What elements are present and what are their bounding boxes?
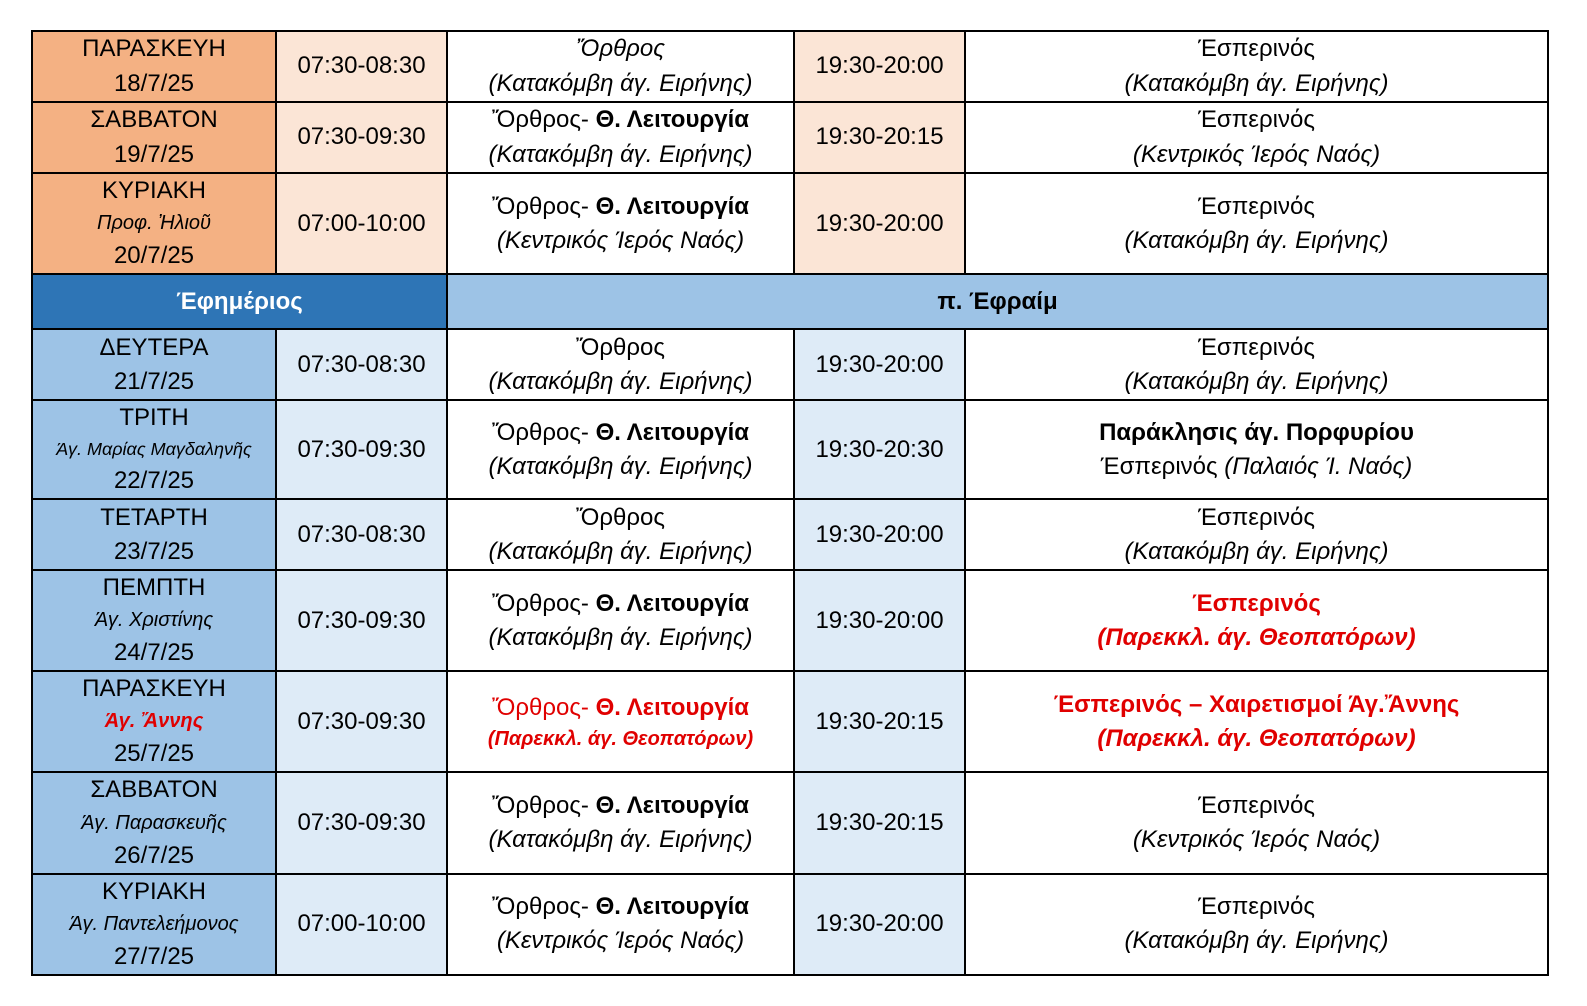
- morning-place: (Κατακόμβη άγ. Ειρήνης): [488, 623, 753, 651]
- day-date: 22/7/25: [113, 467, 195, 495]
- evening-place: (Κεντρικός Ίερός Ναός): [1132, 826, 1381, 853]
- table-row: [32, 874, 1548, 975]
- table-row: [32, 400, 1548, 499]
- day-cell: [32, 329, 276, 400]
- evening-service: Έσπερινός: [1198, 35, 1315, 63]
- morning-liturgy: Θ. Λειτουργία: [595, 418, 750, 446]
- morning-service-cell: [447, 31, 794, 102]
- evening-service: Έσπερινός: [1198, 106, 1315, 134]
- morning-service-cell: [447, 874, 794, 975]
- day-date: 19/7/25: [113, 140, 195, 168]
- morning-time: 07:30-08:30: [276, 329, 447, 400]
- evening-service: Έσπερινός – Χαιρετισμοί Άγ.Ἄννης: [1053, 690, 1460, 718]
- ephemerios-label: Έφημέριος: [32, 274, 447, 329]
- day-name: ΣΑΒΒΑΤΟΝ: [90, 106, 218, 134]
- evening-time: 19:30-20:00: [794, 173, 965, 274]
- day-cell: [32, 570, 276, 671]
- morning-liturgy: Θ. Λειτουργία: [595, 791, 750, 819]
- morning-place: (Παρεκκλ. άγ. Θεοπατόρων): [487, 727, 754, 750]
- morning-service-cell: [447, 173, 794, 274]
- evening-place: (Παλαιός Ί. Ναός): [1224, 452, 1413, 480]
- morning-time: 07:00-10:00: [276, 173, 447, 274]
- evening-service-cell: [965, 400, 1548, 499]
- table-row: [32, 102, 1548, 173]
- day-cell: [32, 173, 276, 274]
- day-date: 27/7/25: [113, 942, 195, 970]
- morning-liturgy: Θ. Λειτουργία: [595, 589, 750, 617]
- day-name: ΤΡΙΤΗ: [119, 404, 189, 432]
- morning-liturgy: Θ. Λειτουργία: [595, 693, 750, 721]
- day-feast: Άγ. Ἄννης: [104, 710, 204, 733]
- morning-service: Ὄρθρος-: [491, 192, 596, 220]
- evening-service-cell: [965, 570, 1548, 671]
- evening-place: (Κεντρικός Ίερός Ναός): [1132, 140, 1381, 168]
- morning-service: Ὄρθρος-: [491, 893, 596, 921]
- day-cell: [32, 671, 276, 772]
- morning-service: Ὄρθρος: [576, 333, 665, 361]
- day-date: 24/7/25: [113, 639, 195, 667]
- table-row: [32, 499, 1548, 570]
- morning-place: (Κατακόμβη άγ. Ειρήνης): [488, 452, 753, 480]
- evening-place: (Κατακόμβη άγ. Ειρήνης): [1124, 367, 1389, 395]
- evening-service: Έσπερινός: [1198, 791, 1315, 819]
- evening-service: Έσπερινός: [1100, 452, 1225, 480]
- morning-service-cell: [447, 671, 794, 772]
- evening-service-cell: [965, 772, 1548, 873]
- evening-time: 19:30-20:15: [794, 102, 965, 173]
- table-row: [32, 772, 1548, 873]
- day-name: ΔΕΥΤΕΡΑ: [99, 333, 209, 361]
- table-row: [32, 274, 1548, 329]
- day-cell: [32, 400, 276, 499]
- day-cell: [32, 499, 276, 570]
- morning-time: 07:30-09:30: [276, 671, 447, 772]
- evening-service: Έσπερινός: [1198, 893, 1315, 921]
- evening-time: 19:30-20:00: [794, 31, 965, 102]
- table-row: [32, 173, 1548, 274]
- evening-place: (Παρεκκλ. άγ. Θεοπατόρων): [1097, 623, 1416, 651]
- morning-liturgy: Θ. Λειτουργία: [595, 106, 750, 134]
- day-date: 25/7/25: [113, 740, 195, 768]
- day-feast: Άγ. Παρασκευῆς: [81, 811, 227, 834]
- day-feast: Άγ. Χριστίνης: [94, 609, 214, 632]
- day-name: ΣΑΒΒΑΤΟΝ: [90, 776, 218, 804]
- morning-service-cell: [447, 570, 794, 671]
- day-cell: [32, 31, 276, 102]
- evening-time: 19:30-20:00: [794, 874, 965, 975]
- day-date: 18/7/25: [113, 69, 195, 97]
- morning-time: 07:30-09:30: [276, 570, 447, 671]
- evening-service-cell: [965, 671, 1548, 772]
- morning-time: 07:30-09:30: [276, 772, 447, 873]
- day-feast: Άγ. Παντελεήμονος: [69, 912, 239, 935]
- evening-service-cell: [965, 499, 1548, 570]
- morning-time: 07:30-09:30: [276, 102, 447, 173]
- day-date: 20/7/25: [113, 242, 195, 270]
- evening-time: 19:30-20:00: [794, 499, 965, 570]
- evening-service-cell: [965, 329, 1548, 400]
- day-name: ΚΥΡΙΑΚΗ: [101, 877, 207, 905]
- morning-service-cell: [447, 400, 794, 499]
- evening-service: Έσπερινός: [1192, 589, 1321, 617]
- evening-paraklesis: Παράκλησις άγ. Πορφυρίου: [1099, 418, 1414, 446]
- morning-time: 07:30-08:30: [276, 31, 447, 102]
- evening-place: (Κατακόμβη άγ. Ειρήνης): [1124, 69, 1389, 97]
- evening-time: 19:30-20:15: [794, 772, 965, 873]
- day-name: ΠΕΜΠΤΗ: [102, 574, 206, 602]
- morning-liturgy: Θ. Λειτουργία: [595, 192, 750, 220]
- day-name: ΠΑΡΑΣΚΕΥΗ: [82, 675, 226, 703]
- day-cell: [32, 102, 276, 173]
- morning-place: (Κατακόμβη άγ. Ειρήνης): [488, 537, 753, 565]
- day-feast: Προφ. Ἠλιοῦ: [96, 212, 212, 235]
- morning-service: Ὄρθρος-: [491, 106, 596, 134]
- morning-time: 07:30-09:30: [276, 400, 447, 499]
- morning-service-cell: [447, 772, 794, 873]
- morning-place: (Κεντρικός Ίερός Ναός): [496, 226, 745, 254]
- table-row: [32, 329, 1548, 400]
- table-row: [32, 671, 1548, 772]
- evening-service: Έσπερινός: [1198, 503, 1315, 531]
- day-name: ΤΕΤΑΡΤΗ: [100, 503, 208, 531]
- morning-service: Ὄρθρος-: [491, 693, 596, 721]
- morning-service: Ὄρθρος: [576, 503, 665, 531]
- evening-service-cell: [965, 173, 1548, 274]
- evening-place: (Κατακόμβη άγ. Ειρήνης): [1124, 537, 1389, 565]
- day-feast: Άγ. Μαρίας Μαγδαληνῆς: [56, 439, 252, 460]
- evening-place: (Κατακόμβη άγ. Ειρήνης): [1124, 927, 1389, 955]
- morning-service: Ὄρθρος: [576, 35, 665, 63]
- day-date: 23/7/25: [113, 537, 195, 565]
- evening-service-cell: [965, 102, 1548, 173]
- morning-time: 07:30-08:30: [276, 499, 447, 570]
- morning-service: Ὄρθρος-: [491, 791, 596, 819]
- morning-liturgy: Θ. Λειτουργία: [595, 893, 750, 921]
- morning-place: (Κατακόμβη άγ. Ειρήνης): [488, 69, 753, 97]
- day-name: ΠΑΡΑΣΚΕΥΗ: [82, 35, 226, 63]
- evening-service: Έσπερινός: [1198, 333, 1315, 361]
- evening-service-cell: [965, 31, 1548, 102]
- evening-time: 19:30-20:00: [794, 570, 965, 671]
- day-name: ΚΥΡΙΑΚΗ: [101, 177, 207, 204]
- schedule-table: [31, 30, 1549, 976]
- priest-name: π. Έφραίμ: [447, 274, 1548, 329]
- morning-time: 07:00-10:00: [276, 874, 447, 975]
- day-cell: [32, 874, 276, 975]
- morning-place: (Κατακόμβη άγ. Ειρήνης): [488, 826, 753, 853]
- table-row: [32, 570, 1548, 671]
- table-row: [32, 31, 1548, 102]
- morning-place: (Κατακόμβη άγ. Ειρήνης): [488, 140, 753, 168]
- day-date: 21/7/25: [113, 367, 195, 395]
- evening-place: (Κατακόμβη άγ. Ειρήνης): [1124, 226, 1389, 254]
- evening-time: 19:30-20:15: [794, 671, 965, 772]
- day-cell: [32, 772, 276, 873]
- morning-service: Ὄρθρος-: [491, 418, 596, 446]
- morning-service-cell: [447, 329, 794, 400]
- evening-time: 19:30-20:00: [794, 329, 965, 400]
- evening-service: Έσπερινός: [1198, 192, 1315, 220]
- evening-service-cell: [965, 874, 1548, 975]
- day-date: 26/7/25: [113, 841, 195, 869]
- morning-service-cell: [447, 499, 794, 570]
- morning-place: (Κεντρικός Ίερός Ναός): [496, 927, 745, 955]
- evening-place: (Παρεκκλ. άγ. Θεοπατόρων): [1097, 724, 1416, 752]
- morning-service-cell: [447, 102, 794, 173]
- morning-place: (Κατακόμβη άγ. Ειρήνης): [488, 367, 753, 395]
- evening-time: 19:30-20:30: [794, 400, 965, 499]
- morning-service: Ὄρθρος-: [491, 589, 596, 617]
